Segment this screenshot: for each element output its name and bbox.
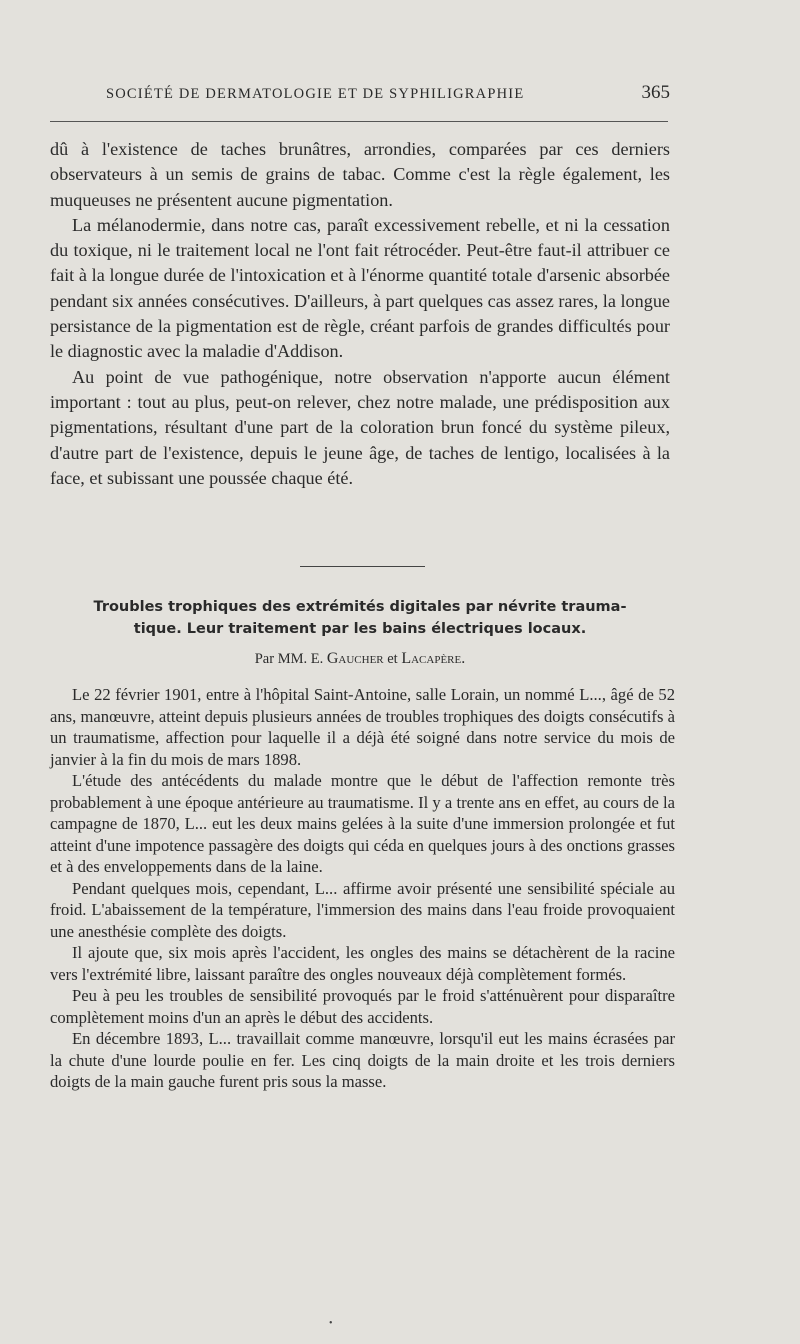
header-rule	[50, 121, 668, 122]
previous-article-text	[50, 137, 670, 491]
running-title: SOCIÉTÉ DE DERMATOLOGIE ET DE SYPHILIGRAPHIE	[106, 86, 525, 102]
author-name: Gaucher	[326, 650, 384, 667]
paragraph: Peu à peu les troubles de sensibilité provoqués par le froid s'atténuèrent pour disparaître complètement moins d'un an après le début des accidents.	[50, 986, 675, 1027]
article-body	[50, 684, 675, 1093]
paragraph: La mélanodermie, dans notre cas, paraît excessivement rebelle, et ni la cessation du toxique, ni le traitement local ne l'ont fait rétrocéder. Peut-être faut-il attribuer ce fait à la longue durée de l'intoxication et à l'énorme quantité totale d'arsenic absorbée pendant six années consécutives. D'ailleurs, à part quelques cas assez rares, la longue persistance de la pigmentation est de règle, créant parfois de grandes difficultés pour le diagnostic avec la maladie d'Addison.	[50, 214, 670, 362]
paragraph: Il ajoute que, six mois après l'accident, les ongles des mains se détachèrent de la racine vers l'extrémité libre, laissant paraître des ongles nouveaux déjà complètement formés.	[50, 943, 675, 984]
authors-prefix: Par MM. E.	[254, 651, 324, 667]
footer-mark: •	[329, 1318, 333, 1329]
authors-joiner: et	[387, 651, 398, 667]
paragraph: Au point de vue pathogénique, notre observation n'apporte aucun élément important : tout au plus, peut-on relever, chez notre malade, une prédisposition aux pigmentations, résultant d'une part de la coloration brun foncé du système pileux, d'autre part de l'existence, depuis le jeune âge, de taches de lentigo, localisées à la face, et subissant une poussée chaque été.	[50, 366, 670, 488]
article-title-line: Troubles trophiques des extrémités digitales par névrite trauma-	[93, 599, 627, 615]
paragraph: Le 22 février 1901, entre à l'hôpital Saint-Antoine, salle Lorain, un nommé L..., âgé de 52 ans, manœuvre, atteint depuis plusieurs années de troubles trophiques des doigts consécutifs à un traumatisme, affection pour laquelle il a déjà été soigné dans notre service du mois de janvier à la fin du mois de mars 1898.	[50, 685, 675, 769]
paragraph: L'étude des antécédents du malade montre que le début de l'affection remonte très probablement à une époque antérieure au traumatisme. Il y a trente ans en effet, au cours de la campagne de 1870, L... eut les deux mains gelées à la suite d'une immersion prolongée et fut atteint d'une impotence passagère des doigts qui céda en quelques jours à des onctions grasses et à des enveloppements dans de la laine.	[50, 771, 675, 876]
article-authors	[50, 650, 670, 668]
paragraph: dû à l'existence de taches brunâtres, arrondies, comparées par ces derniers observateurs à un semis de grains de tabac. Comme c'est la règle également, les muqueuses ne présentent aucune pigmentation.	[50, 139, 670, 210]
running-header	[50, 82, 670, 104]
author-name: Lacapère.	[401, 650, 466, 667]
article-title-line: tique. Leur traitement par les bains électriques locaux.	[133, 621, 587, 637]
page-number: 365	[641, 82, 670, 103]
section-separator	[300, 566, 425, 567]
article-title	[50, 596, 670, 640]
paragraph: Pendant quelques mois, cependant, L... affirme avoir présenté une sensibilité spéciale au froid. L'abaissement de la température, l'immersion des mains dans l'eau froide provoquaient une anesthésie complète des doigts.	[50, 878, 675, 941]
paragraph: En décembre 1893, L... travaillait comme manœuvre, lorsqu'il eut les mains écrasées par la chute d'une lourde poulie en fer. Les cinq doigts de la main droite et les trois derniers doigts de la main gauche furent pris sous la masse.	[50, 1029, 675, 1091]
